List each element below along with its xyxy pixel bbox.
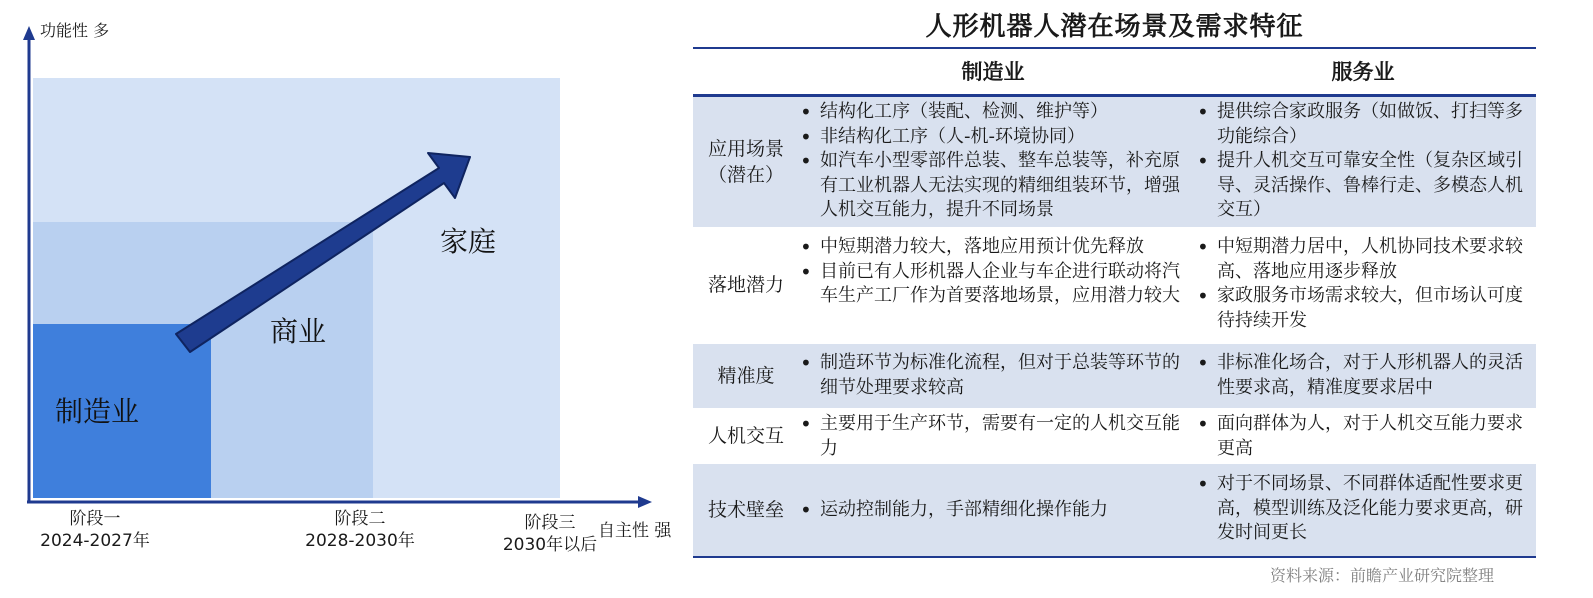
cell-manufacturing: [796, 100, 1189, 223]
table-bottom-rule: [693, 556, 1536, 558]
cell-manufacturing: [796, 351, 1189, 400]
header-manufacturing: 制造业: [961, 60, 1025, 84]
list-item: • 提供综合家政服务（如做饭、打扫等多功能综合）: [1193, 100, 1531, 149]
stage-2-name: 阶段二: [334, 509, 386, 529]
stage-3-years: 2030年以后: [502, 535, 598, 555]
x-axis-arrowhead: [638, 496, 652, 508]
table-top-rule: [693, 47, 1536, 49]
stage-1-name: 阶段一: [69, 509, 121, 529]
list-item: • 中短期潜力较大，落地应用预计优先释放: [796, 235, 1189, 260]
list-item: • 如汽车小型零部件总装、整车总装等，补充原有工业机器人无法实现的精细组装环节，增强人机交互能力，提升不同场景: [796, 149, 1189, 223]
row-label: 应用场景（潜在）: [707, 138, 784, 186]
cell-service: [1193, 351, 1531, 400]
stage-1: [20, 508, 170, 552]
list-item: • 主要用于生产环节，需要有一定的人机交互能力: [796, 412, 1189, 461]
stage-3: [475, 512, 625, 556]
list-item: • 非结构化工序（人-机-环境协同）: [796, 125, 1189, 150]
row-label: 落地潜力: [707, 274, 784, 296]
cell-service: [1193, 412, 1531, 461]
list-item: • 目前已有人形机器人企业与车企进行联动将汽车生产工厂作为首要落地场景，应用潜力较大: [796, 260, 1189, 309]
row-label: 技术壁垒: [707, 499, 784, 521]
table-row: [693, 229, 1536, 341]
cell-service: [1193, 235, 1531, 333]
header-service: 服务业: [1331, 60, 1395, 84]
cell-service: [1193, 100, 1531, 223]
requirements-table: [693, 47, 1536, 559]
y-axis-arrowhead: [23, 26, 35, 40]
source-note: 资料来源：前瞻产业研究院整理: [1270, 566, 1495, 585]
table-row: [693, 464, 1536, 556]
stage-2-years: 2028-2030年: [305, 531, 415, 551]
stage-2: [285, 508, 435, 552]
row-label: 精准度: [717, 365, 775, 387]
zone-label-manufacturing: 制造业: [55, 395, 140, 428]
y-axis-label: 功能性 多: [40, 21, 110, 40]
table-row: [693, 97, 1536, 227]
list-item: • 中短期潜力居中，人机协同技术要求较高、落地应用逐步释放: [1193, 235, 1531, 284]
stage-diagram: [0, 0, 680, 598]
list-item: • 结构化工序（装配、检测、维护等）: [796, 100, 1189, 125]
stage-1-years: 2024-2027年: [40, 531, 150, 551]
list-item: • 家政服务市场需求较大，但市场认可度待持续开发: [1193, 284, 1531, 333]
table-row: [693, 410, 1536, 462]
list-item: • 运动控制能力，手部精细化操作能力: [796, 498, 1189, 523]
table-title: 人形机器人潜在场景及需求特征: [925, 12, 1304, 42]
cell-service: [1193, 472, 1531, 546]
list-item: • 对于不同场景、不同群体适配性要求更高，模型训练及泛化能力要求更高，研发时间更长: [1193, 472, 1531, 546]
list-item: • 面向群体为人，对于人机交互能力要求更高: [1193, 412, 1531, 461]
list-item: • 非标准化场合，对于人形机器人的灵活性要求高，精准度要求居中: [1193, 351, 1531, 400]
x-axis-label: 自主性 强: [598, 521, 672, 541]
stage-3-name: 阶段三: [524, 513, 576, 533]
row-label: 人机交互: [707, 425, 784, 447]
list-item: • 提升人机交互可靠安全性（复杂区域引导、灵活操作、鲁棒行走、多模态人机交互）: [1193, 149, 1531, 223]
zone-label-commercial: 商业: [270, 315, 327, 348]
table-row: [693, 344, 1536, 408]
cell-manufacturing: [796, 235, 1189, 309]
list-item: • 制造环节为标准化流程，但对于总装等环节的细节处理要求较高: [796, 351, 1189, 400]
cell-manufacturing: [796, 412, 1189, 461]
cell-manufacturing: [796, 498, 1189, 523]
zone-label-home: 家庭: [440, 225, 497, 258]
